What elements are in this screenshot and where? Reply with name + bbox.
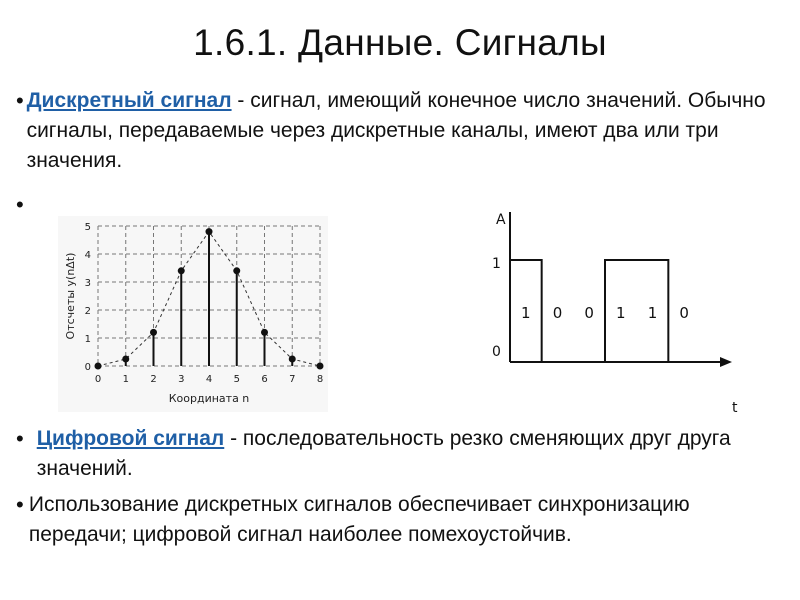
x-axis-label: Координата n [168, 392, 250, 405]
bit-label: 1 [647, 304, 658, 322]
discrete-signal-chart [58, 216, 328, 412]
bullet-text: Использование дискретных сигналов обеспечивает синхронизацию передачи; цифровой сигнал наиболее помехоустойчив. [28, 493, 690, 546]
sample-point [317, 363, 324, 370]
y-axis-label: A [496, 212, 506, 228]
bit-label: 1 [521, 304, 531, 322]
bullet-text [37, 424, 786, 484]
x-axis-arrow-icon [720, 357, 732, 367]
bullet-dot-icon: • [16, 88, 24, 113]
x-axis-label: t [732, 400, 738, 416]
x-tick-label: 2 [150, 374, 157, 385]
definition-text: - последовательность резко сменяющих друг друга значений. [36, 427, 731, 480]
x-tick-label: 3 [178, 374, 185, 385]
bullet-discrete-signal [16, 86, 766, 176]
digital-signal-figure [488, 200, 748, 420]
term-discrete-signal-link[interactable]: Дискретный сигнал [26, 89, 232, 112]
x-tick-label: 8 [316, 374, 324, 385]
sample-point [122, 356, 129, 363]
square-wave-line [510, 260, 700, 362]
y-tick-label: 2 [84, 306, 91, 317]
y-tick-label: 3 [84, 278, 91, 289]
bit-label: 0 [679, 304, 689, 322]
term-digital-signal-link[interactable]: Цифровой сигнал [36, 427, 225, 450]
slide-title: 1.6.1. Данные. Сигналы [193, 22, 607, 63]
bullet-empty [16, 190, 38, 220]
y-tick-label: 1 [492, 256, 501, 272]
sample-point [150, 329, 157, 336]
y-tick-label: 0 [492, 344, 501, 360]
y-tick-label: 0 [84, 362, 91, 373]
x-tick-label: 7 [289, 374, 296, 385]
x-tick-label: 0 [94, 374, 102, 385]
bit-label: 1 [616, 304, 626, 322]
sample-point [289, 356, 296, 363]
bullet-text [27, 86, 766, 176]
digital-signal-chart [488, 200, 748, 420]
discrete-signal-figure [58, 216, 328, 412]
bullet-dot-icon: • [16, 192, 24, 217]
bit-label: 0 [552, 304, 563, 322]
sample-point [261, 329, 268, 336]
definition-text: - сигнал, имеющий конечное число значений. Обычно сигналы, передаваемые через дискретные каналы, имеют два или три значения. [26, 89, 766, 172]
bit-label: 0 [584, 304, 594, 322]
sample-point [233, 267, 240, 274]
x-tick-label: 6 [261, 374, 268, 385]
x-tick-label: 4 [205, 374, 213, 385]
bullet-usage [16, 490, 736, 550]
sample-point [206, 228, 213, 235]
y-tick-label: 4 [84, 250, 91, 261]
bullet-dot-icon: • [16, 426, 24, 451]
y-axis-label: Отсчеты y(nΔt) [64, 252, 77, 340]
bullet-dot-icon: • [16, 492, 24, 517]
y-tick-label: 1 [84, 334, 91, 345]
x-tick-label: 5 [233, 374, 240, 385]
x-tick-label: 1 [122, 374, 129, 385]
y-tick-label: 5 [84, 222, 91, 233]
sample-point [178, 267, 185, 274]
sample-point [95, 363, 102, 370]
bullet-digital-signal [16, 424, 786, 484]
